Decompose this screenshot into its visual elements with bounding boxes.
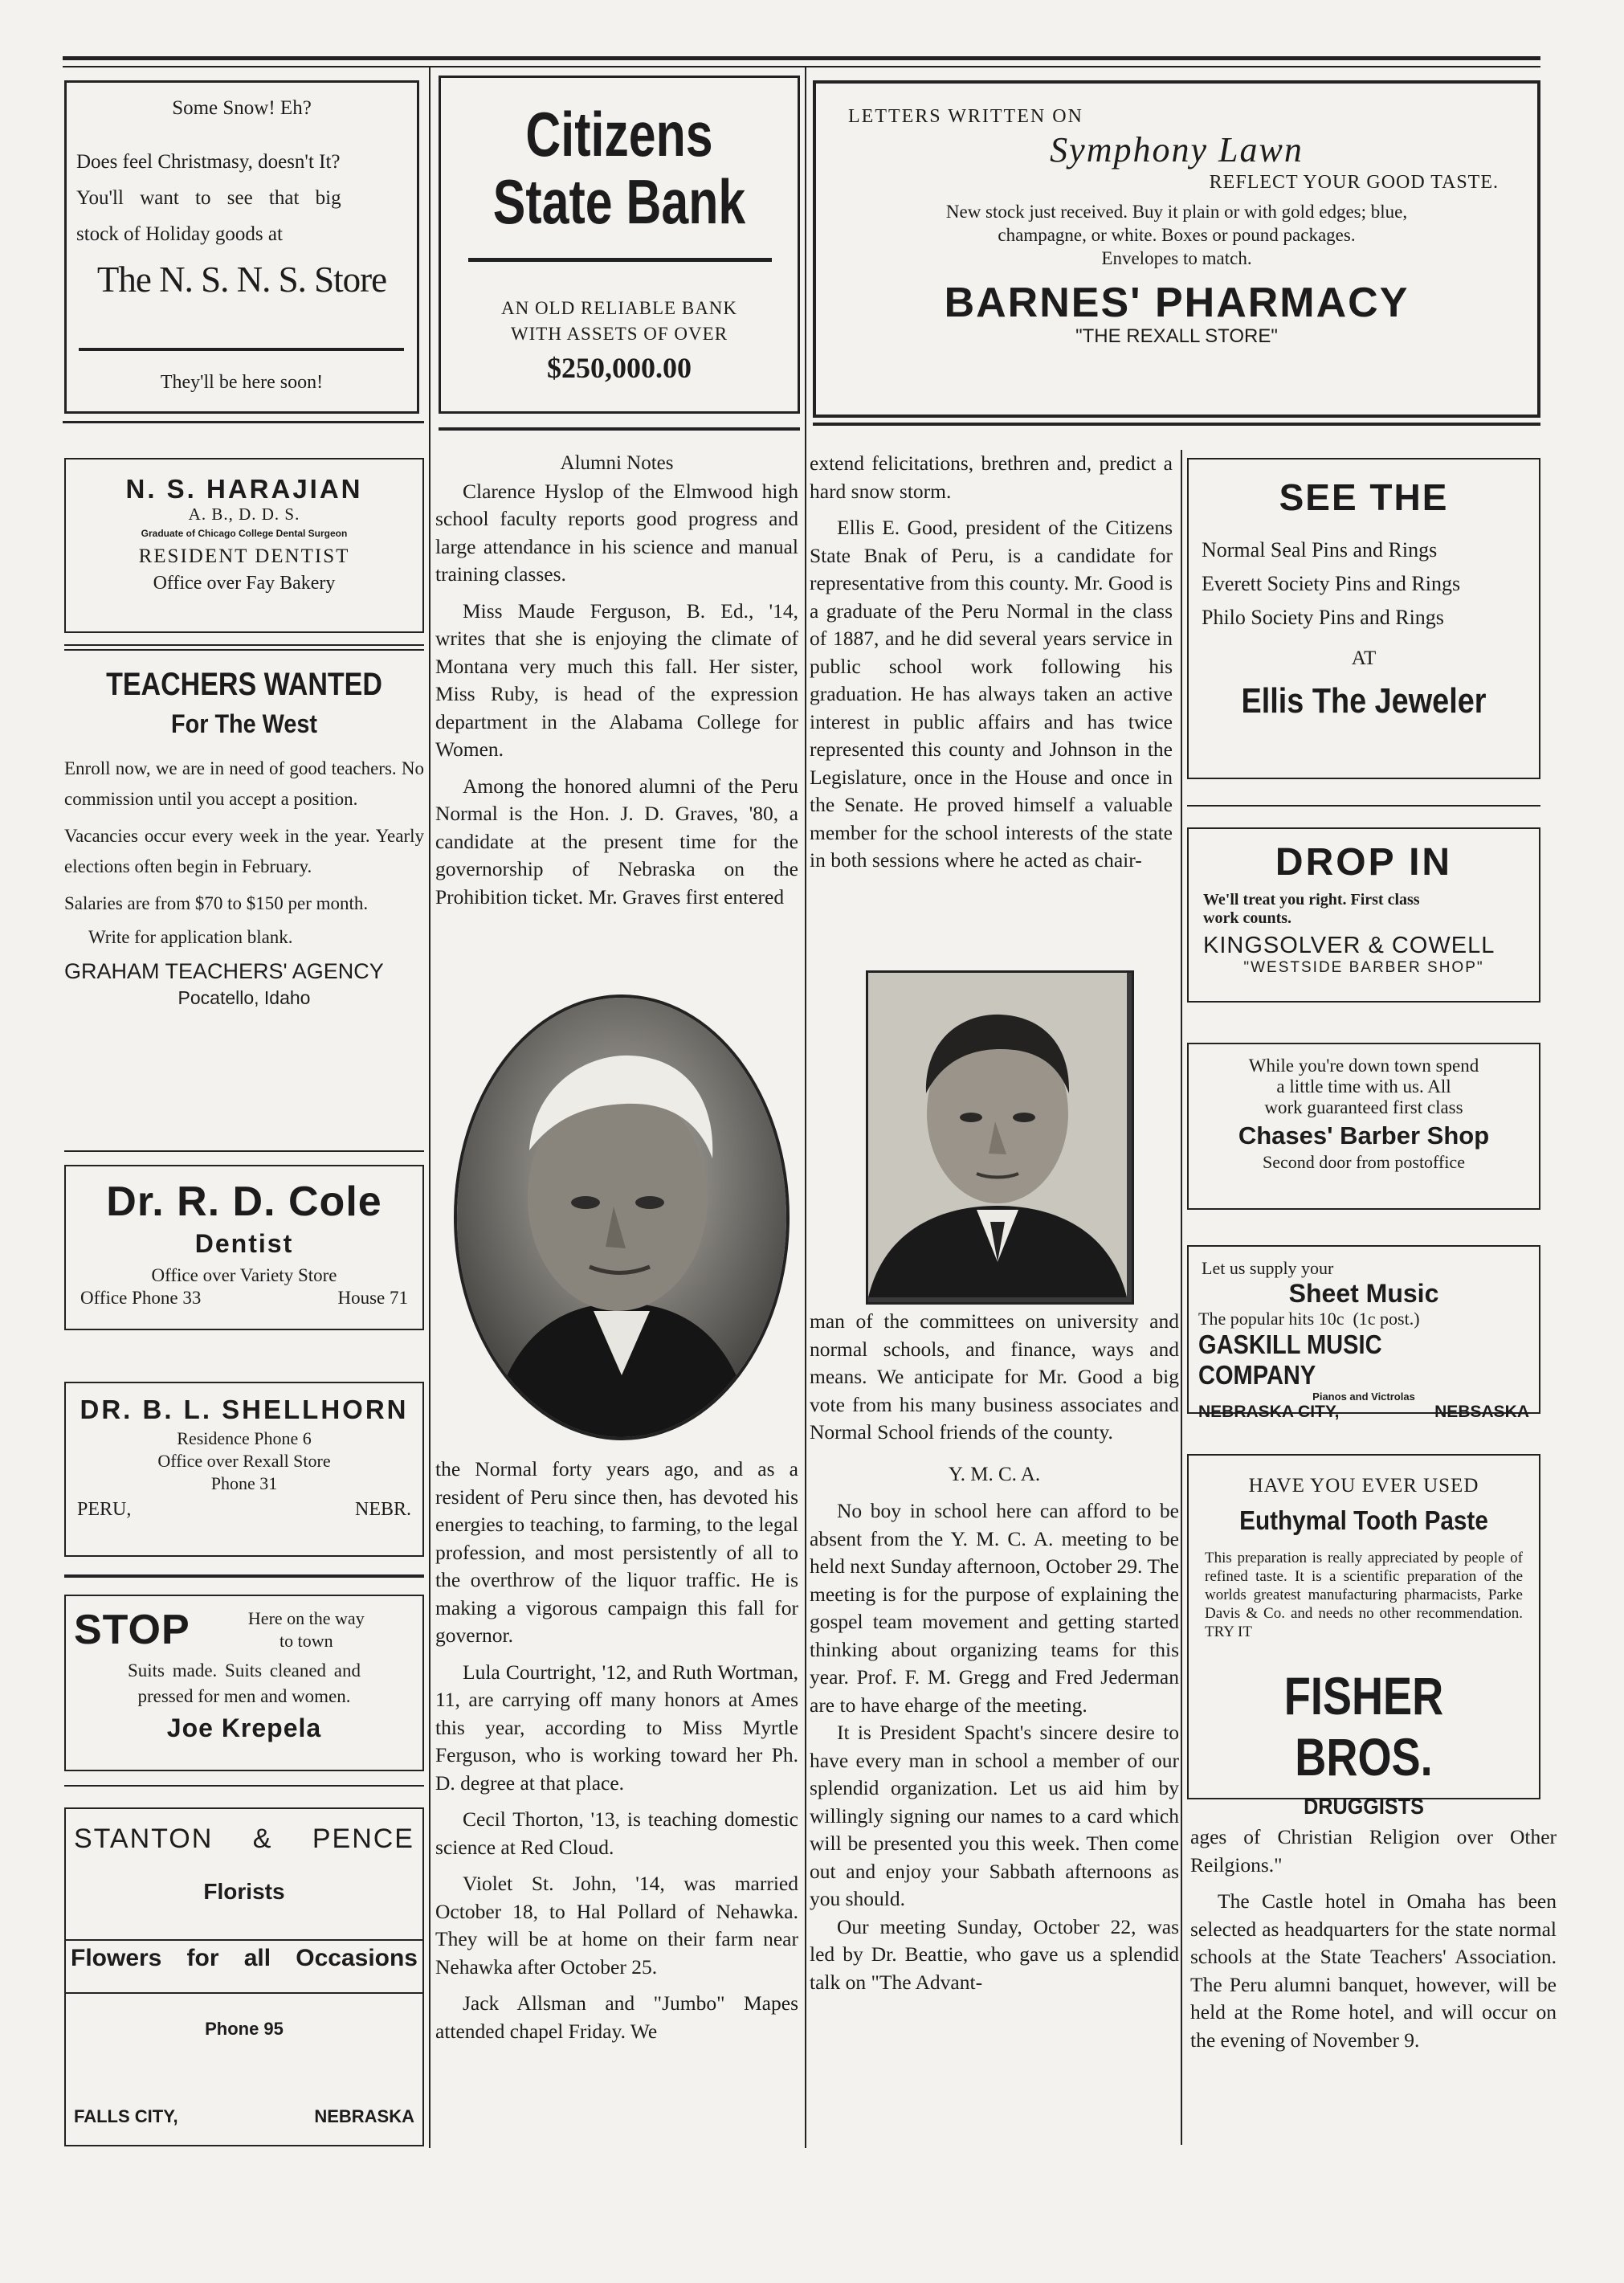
- article-graves-cont: [435, 1456, 798, 2045]
- graves-p1: the Normal forty years ago, and as a resident of Peru since then, has devoted his energies to teaching, to farming, to the legal profession, and most persistently of all to the overthrow of the liquor traffic. He is making a vigorous campaign this fall for governor.: [435, 1457, 798, 1647]
- portrait-good: [866, 970, 1134, 1305]
- shellhorn-state: NEBR.: [354, 1499, 411, 1520]
- florists-rule-a: [66, 1939, 422, 1941]
- kingsolver-headline: DROP IN: [1275, 841, 1453, 884]
- col1-rule-d: [64, 1574, 424, 1578]
- fisher-name: FISHER BROS.: [1283, 1666, 1444, 1787]
- ellis-line2: Everett Society Pins and Rings: [1202, 572, 1461, 595]
- portrait-good-image: [868, 973, 1127, 1297]
- harajian-degrees: A. B., D. D. S.: [188, 504, 300, 524]
- nss-rule: [79, 348, 404, 351]
- ymca-p3: It is President Spacht's sincere desire to have every man in school a member of our splendid organization. Let us aid him by willingly signing our names to a card which will be presented you this week. Then come out and enjoy your Sabbath afternoons as you should.: [810, 1721, 1179, 1910]
- harajian-name: N. S. HARAJIAN: [125, 474, 363, 504]
- barnes-line1: LETTERS WRITTEN ON: [848, 106, 1083, 127]
- graves-p3: Cecil Thorton, '13, is teaching domestic science at Red Cloud.: [435, 1807, 798, 1859]
- harajian-grad: Graduate of Chicago College Dental Surgeon: [141, 528, 348, 539]
- florists-w1: Flowers: [71, 1945, 162, 1971]
- shellhorn-name: DR. B. L. SHELLHORN: [80, 1395, 409, 1424]
- cole-phone-office: Office Phone 33: [80, 1288, 202, 1308]
- alumni-p2: Miss Maude Ferguson, B. Ed., '14, writes that she is enjoying the climate of Montana very much this fall. Her sister, Miss Ruby, is head of the expression department in the Alabama College for Women.: [435, 598, 798, 761]
- florists-rule-b: [66, 1992, 422, 1994]
- bank-name-2: State Bank: [492, 166, 746, 237]
- krepela-name: Joe Krepela: [166, 1713, 322, 1742]
- ad-dr-cole: [64, 1165, 424, 1330]
- kingsolver-line2: work counts.: [1203, 909, 1292, 927]
- ellis-line3: Philo Society Pins and Rings: [1202, 606, 1444, 629]
- ellis-headline: SEE THE: [1279, 476, 1449, 518]
- ad-harajian: [64, 458, 424, 633]
- column-separator-1: [429, 67, 430, 2148]
- bank-line1: AN OLD RELIABLE BANK: [500, 298, 738, 318]
- kingsolver-name: KINGSOLVER & COWELL: [1203, 933, 1495, 958]
- top-rule-thin: [63, 66, 1540, 67]
- barnes-tagline: "THE REXALL STORE": [1075, 325, 1278, 347]
- barnes-line4: champagne, or white. Boxes or pound packages.: [998, 225, 1356, 245]
- col4-rule-a: [1187, 805, 1540, 807]
- kingsolver-tagline: "WESTSIDE BARBER SHOP": [1243, 959, 1484, 976]
- bank-line2: WITH ASSETS OF OVER: [510, 324, 728, 344]
- barnes-script: Symphony Lawn: [1050, 130, 1304, 169]
- ad-chase-barber: [1187, 1043, 1540, 1210]
- nss-line2: Does feel Christmasy, doesn't It?: [76, 151, 341, 173]
- section-rule-right: [813, 423, 1540, 426]
- fisher-title: Euthymal Tooth Paste: [1239, 1505, 1488, 1535]
- good-cont-p1: man of the committees on university and normal schools, and finance, ways and means. We anticipate for Mr. Good a big vote from his many business associates and Normal School friends of the county.: [810, 1309, 1179, 1444]
- fisher-body: This preparation is really appreciated by people of refined taste. It is a scientific preparation of the worlds greatest manufacturing pharmacists, Parke Davis & Co. and needs no other recommendation. TRY IT: [1205, 1550, 1523, 1640]
- chase-location: Second door from postoffice: [1263, 1152, 1465, 1172]
- teachers-p1: Enroll now, we are in need of good teachers. No commission until you accept a position.: [64, 758, 424, 809]
- ad-florists: [64, 1807, 424, 2146]
- gaskill-title: Sheet Music: [1288, 1279, 1439, 1308]
- ellis-at: AT: [1351, 647, 1377, 669]
- krepela-line2: pressed for men and women.: [137, 1686, 351, 1706]
- ad-barnes-pharmacy: [813, 80, 1540, 418]
- ad-kingsolver: [1187, 827, 1540, 1003]
- article-alumni-notes: [435, 450, 798, 911]
- ad-fisher-bros: [1187, 1454, 1540, 1819]
- article-ellis-good: [810, 450, 1173, 875]
- fisher-sub: DRUGGISTS: [1304, 1794, 1424, 1819]
- shellhorn-phone: Phone 31: [210, 1473, 278, 1493]
- kingsolver-line1: We'll treat you right. First class: [1203, 891, 1420, 909]
- chase-line1: While you're down town spend: [1248, 1056, 1479, 1076]
- chase-name: Chases' Barber Shop: [1238, 1121, 1490, 1150]
- harajian-title: RESIDENT DENTIST: [138, 545, 350, 567]
- florists-title: Florists: [203, 1879, 285, 1904]
- florists-amp: &: [252, 1824, 273, 1854]
- ymca-p4: Our meeting Sunday, October 22, was led by Dr. Beattie, who gave us a splendid talk on "The Advant-: [810, 1914, 1179, 1994]
- column-separator-3: [1181, 450, 1182, 2145]
- col1-rule-a: [64, 644, 424, 646]
- graves-p2: Lula Courtright, '12, and Ruth Wortman, 11, are carrying off many honors at Ames this year, according to Miss Myrtle Ferguson, who is working toward her Ph. D. degree at that place.: [435, 1660, 798, 1795]
- good-p2: Ellis E. Good, president of the Citizens State Bnak of Peru, is a candidate for representative from this county. Mr. Good is a graduate of the Peru Normal in the class of 1887, and he did several years service in public school work following his graduation. He has always taken an active interest in public affairs and has twice represented this county and Johnson in the Legislature, once in the House and once in the Senate. He proved himself a valuable member for the school interests of the state in both sessions where he acted as chair-: [810, 516, 1173, 872]
- article-castle-hotel: [1190, 1824, 1557, 2054]
- nss-line1: Some Snow! Eh?: [172, 97, 312, 119]
- bank-name-1: Citizens: [525, 99, 713, 169]
- gaskill-name: GASKILL MUSIC COMPANY: [1198, 1329, 1382, 1390]
- harajian-office: Office over Fay Bakery: [153, 573, 336, 594]
- krepela-stop: STOP: [74, 1607, 190, 1653]
- florists-city: FALLS CITY,: [74, 2106, 178, 2126]
- chase-line3: work guaranteed first class: [1264, 1097, 1463, 1117]
- teachers-agency: GRAHAM TEACHERS' AGENCY: [64, 959, 384, 983]
- teachers-subtitle: For The West: [171, 709, 317, 738]
- ad-teachers-wanted: [64, 667, 424, 1125]
- gaskill-city: NEBRASKA CITY,: [1198, 1403, 1340, 1421]
- col1-rule-e: [64, 1785, 424, 1787]
- ad-nss-store: [64, 80, 419, 414]
- alumni-p1: Clarence Hyslop of the Elmwood high school faculty reports good progress and large attendance in his science and manual training classes.: [435, 479, 798, 586]
- nss-store-name: The N. S. N. S. Store: [96, 259, 387, 300]
- florists-name2: PENCE: [312, 1824, 414, 1854]
- nss-line3: You'll want to see that big: [76, 187, 341, 209]
- teachers-title: TEACHERS WANTED: [106, 667, 382, 702]
- ad-krepela: [64, 1595, 424, 1771]
- fisher-line1: HAVE YOU EVER USED: [1248, 1475, 1479, 1497]
- bank-amount: $250,000.00: [547, 352, 692, 384]
- krepela-town: to town: [280, 1631, 333, 1651]
- graves-p5: Jack Allsman and "Jumbo" Mapes attended chapel Friday. We: [435, 1991, 798, 2043]
- florists-phone: Phone 95: [205, 2019, 284, 2039]
- shellhorn-office: Office over Rexall Store: [157, 1451, 331, 1471]
- florists-w4: Occasions: [296, 1945, 418, 1971]
- ad-dr-shellhorn: [64, 1382, 424, 1557]
- nss-line4: stock of Holiday goods at: [76, 223, 283, 245]
- barnes-line2: REFLECT YOUR GOOD TASTE.: [1209, 172, 1499, 193]
- ad-ellis-jeweler: [1187, 458, 1540, 779]
- column-separator-2: [805, 67, 806, 2148]
- teachers-p2: Vacancies occur every week in the year. Yearly elections often begin in February.: [64, 826, 424, 876]
- chase-line2: a little time with us. All: [1276, 1076, 1451, 1097]
- ellis-name: Ellis The Jeweler: [1241, 681, 1487, 721]
- graves-p4: Violet St. John, '14, was married October 18, to Hal Pollard of Nehawka. They will be at home on their farm near Nehawka after October 25.: [435, 1872, 798, 1979]
- cole-name: Dr. R. D. Cole: [106, 1178, 382, 1225]
- castle-p2: The Castle hotel in Omaha has been selected as headquarters for the state normal schools at the State Teachers' Association. The Peru alumni banquet, however, will be held at the Rome hotel, and will occur on the evening of November 9.: [1190, 1889, 1557, 2052]
- shellhorn-town: PERU,: [77, 1499, 132, 1520]
- col1-rule-c: [64, 1150, 424, 1152]
- portrait-graves: [454, 994, 790, 1440]
- gaskill-state: NEBSASKA: [1434, 1403, 1529, 1421]
- krepela-here: Here on the way: [247, 1608, 365, 1628]
- cole-office: Office over Variety Store: [151, 1265, 337, 1285]
- col1-rule-b: [64, 649, 424, 651]
- ymca-heading: Y. M. C. A.: [948, 1463, 1041, 1485]
- article-good-cont: [810, 1308, 1179, 1996]
- good-p1: extend felicitations, brethren and, predict a hard snow storm.: [810, 451, 1173, 503]
- ymca-p2: No boy in school here can afford to be absent from the Y. M. C. A. meeting to be held next Sunday afternoon, October 29. The meeting is for the purpose of explaining the gospel team movement and getting started thinking about organizing teams for this year. Prof. F. M. Gregg and Fred Jederman are to have eharge of the meeting.: [810, 1499, 1179, 1717]
- portrait-graves-image: [457, 998, 786, 1437]
- cole-phone-house: House 71: [337, 1288, 408, 1308]
- section-rule-mid: [439, 427, 800, 431]
- gaskill-line2: The popular hits 10c (1c post.): [1198, 1309, 1420, 1329]
- teachers-city: Pocatello, Idaho: [177, 987, 311, 1008]
- nss-footer: They'll be here soon!: [160, 372, 324, 393]
- top-rule: [63, 56, 1540, 60]
- barnes-line5: Envelopes to match.: [1101, 248, 1252, 268]
- shellhorn-residence: Residence Phone 6: [177, 1428, 312, 1448]
- teachers-p4: Write for application blank.: [88, 927, 293, 947]
- castle-p1: ages of Christian Religion over Other Reilgions.": [1190, 1825, 1557, 1877]
- alumni-notes-heading: Alumni Notes: [560, 452, 674, 474]
- ellis-line1: Normal Seal Pins and Rings: [1202, 538, 1438, 562]
- bank-rule: [468, 258, 772, 262]
- florists-state: NEBRASKA: [314, 2106, 414, 2126]
- gaskill-line1: Let us supply your: [1202, 1258, 1334, 1278]
- teachers-p3: Salaries are from $70 to $150 per month.: [64, 893, 369, 913]
- gaskill-sub: Pianos and Victrolas: [1312, 1391, 1415, 1403]
- ad-gaskill-music: [1187, 1245, 1540, 1421]
- section-rule-left: [63, 421, 424, 423]
- barnes-line3: New stock just received. Buy it plain or with gold edges; blue,: [945, 202, 1408, 222]
- florists-w2: for: [186, 1945, 219, 1971]
- florists-w3: all: [243, 1945, 271, 1971]
- ad-citizens-bank: [439, 76, 800, 414]
- krepela-line1: Suits made. Suits cleaned and: [127, 1660, 361, 1681]
- barnes-name: BARNES' PHARMACY: [944, 280, 1410, 326]
- florists-name1: STANTON: [74, 1824, 214, 1854]
- alumni-p3: Among the honored alumni of the Peru Normal is the Hon. J. D. Graves, '80, a candidate at the present time for the governorship of Nebraska on the Prohibition ticket. Mr. Graves first entered: [435, 774, 798, 909]
- cole-title: Dentist: [194, 1229, 294, 1258]
